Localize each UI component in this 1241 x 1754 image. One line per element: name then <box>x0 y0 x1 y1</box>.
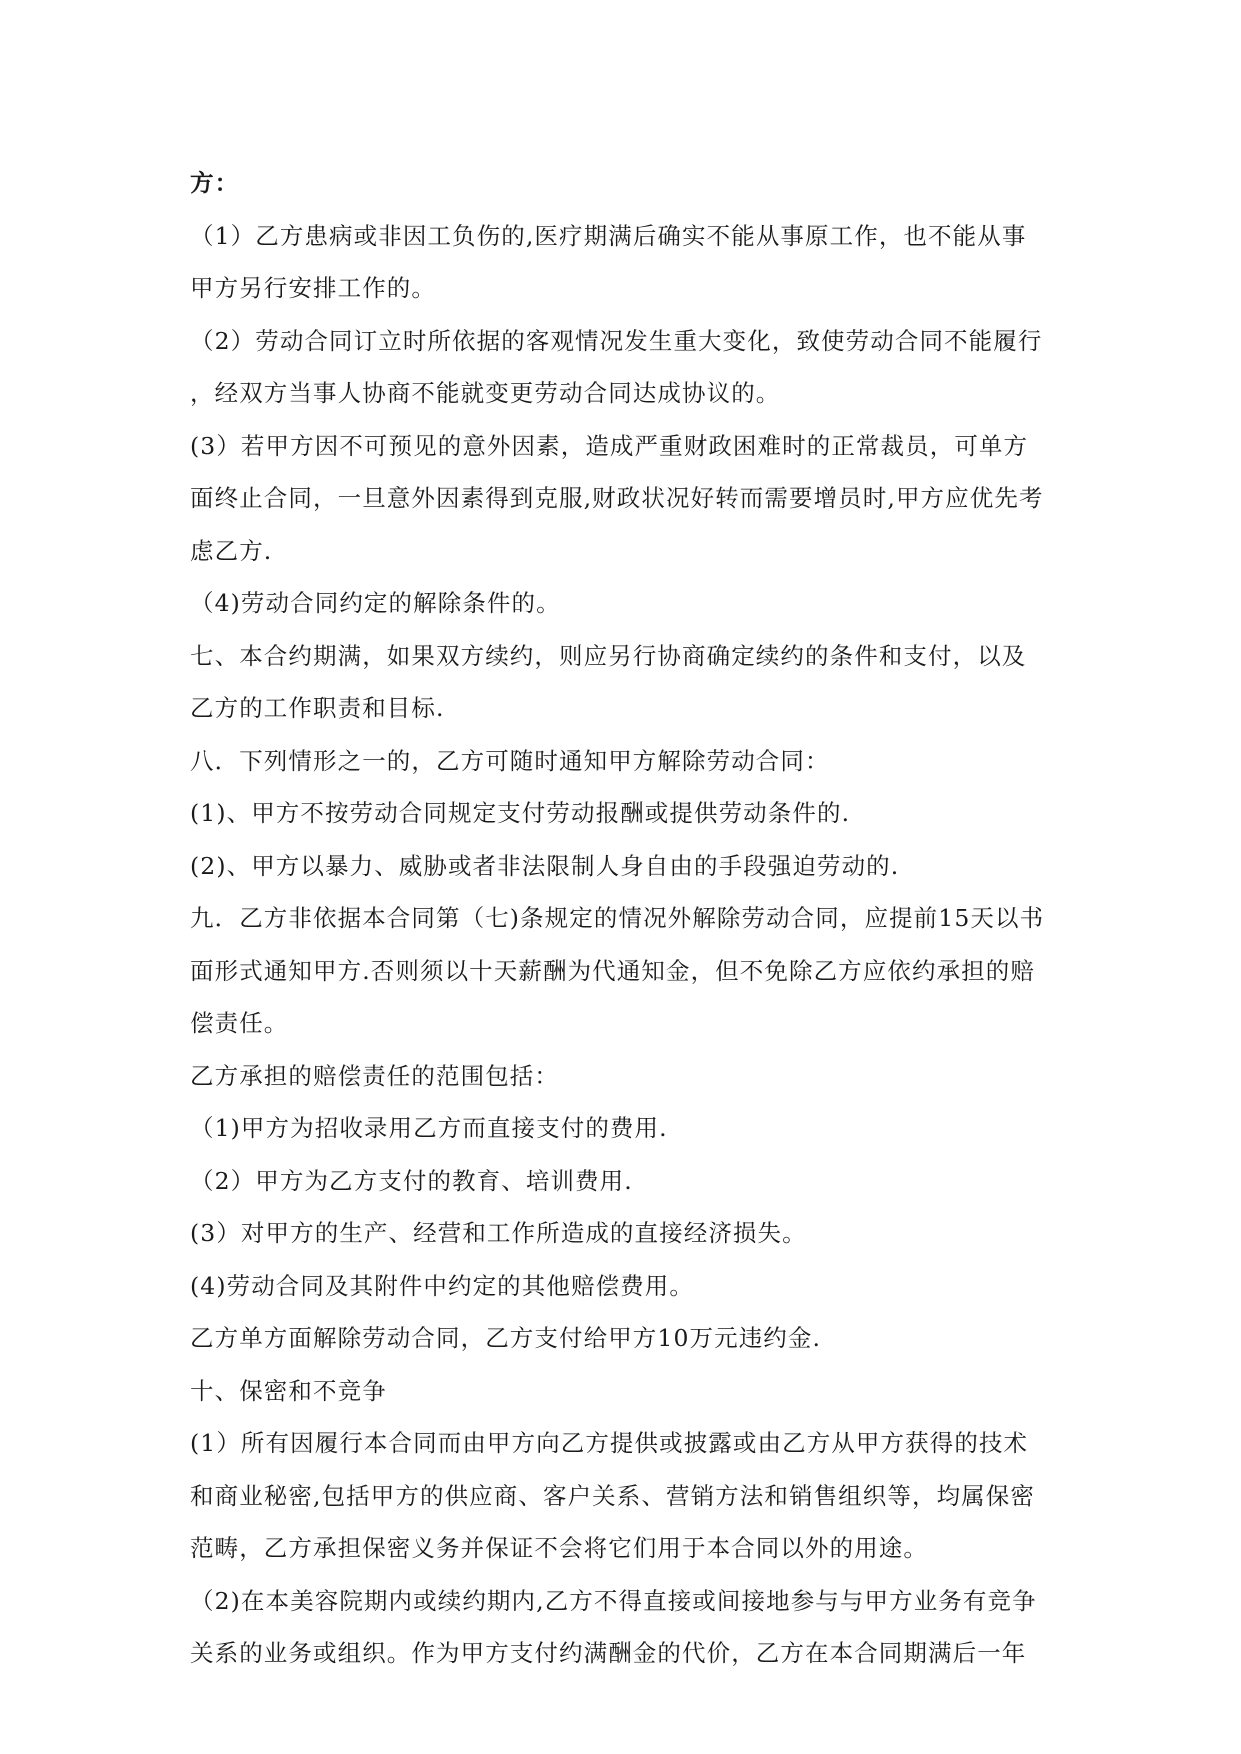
text-line: (3）对甲方的生产、经营和工作所造成的直接经济损失。 <box>190 1219 807 1247</box>
section-heading: 十、保密和不竞争 <box>190 1376 387 1405</box>
text-line: （1)甲方为招收录用乙方而直接支付的费用. <box>190 1114 668 1142</box>
text-line: ，经双方当事人协商不能就变更劳动合同达成协议的。 <box>190 379 781 407</box>
text-line: 甲方另行安排工作的。 <box>190 274 436 302</box>
text-line: （1）乙方患病或非因工负伤的,医疗期满后确实不能从事原工作，也不能从事 <box>190 221 1027 250</box>
section-heading: 九．乙方非依据本合同第（七)条规定的情况外解除劳动合同，应提前15天以书 <box>190 904 1045 932</box>
text-line: 面形式通知甲方.否则须以十天薪酬为代通知金，但不免除乙方应依约承担的赔 <box>190 956 1035 985</box>
text-line: 关系的业务或组织。作为甲方支付约满酬金的代价，乙方在本合同期满后一年 <box>190 1639 1027 1667</box>
text-line: 乙方单方面解除劳动合同，乙方支付给甲方10万元违约金. <box>190 1324 822 1352</box>
text-line: 乙方的工作职责和目标. <box>190 694 445 722</box>
text-line: (2)、甲方以暴力、威胁或者非法限制人身自由的手段强迫劳动的. <box>190 851 900 880</box>
text-line: 方： <box>190 169 240 197</box>
section-heading: 七、本合约期满，如果双方续约，则应另行协商确定续约的条件和支付，以及 <box>190 641 1027 670</box>
text-line: 偿责任。 <box>190 1009 289 1037</box>
text-line: 范畴，乙方承担保密义务并保证不会将它们用于本合同以外的用途。 <box>190 1534 928 1562</box>
text-line: (1）所有因履行本合同而由甲方向乙方提供或披露或由乙方从甲方获得的技术 <box>190 1429 1029 1457</box>
text-line: (4)劳动合同及其附件中约定的其他赔偿费用。 <box>190 1271 694 1300</box>
text-line: 乙方承担的赔偿责任的范围包括： <box>190 1061 559 1090</box>
text-line: （2)在本美容院期内或续约期内,乙方不得直接或间接地参与与甲方业务有竞争 <box>190 1586 1037 1615</box>
text-line: 和商业秘密,包括甲方的供应商、客户关系、营销方法和销售组织等，均属保密 <box>190 1481 1035 1510</box>
section-heading: 八．下列情形之一的，乙方可随时通知甲方解除劳动合同： <box>190 746 830 775</box>
text-line: （2）甲方为乙方支付的教育、培训费用. <box>190 1166 633 1195</box>
text-line: 面终止合同，一旦意外因素得到克服,财政状况好转而需要增员时,甲方应优先考 <box>190 484 1044 512</box>
text-line: (3）若甲方因不可预见的意外因素，造成严重财政困难时的正常裁员，可单方 <box>190 431 1029 460</box>
text-line: 虑乙方. <box>190 536 273 565</box>
text-line: (1)、甲方不按劳动合同规定支付劳动报酬或提供劳动条件的. <box>190 799 851 827</box>
text-line: （4)劳动合同约定的解除条件的。 <box>190 589 561 617</box>
text-line: （2）劳动合同订立时所依据的客观情况发生重大变化，致使劳动合同不能履行 <box>190 326 1043 355</box>
document-body <box>190 157 1070 1680</box>
